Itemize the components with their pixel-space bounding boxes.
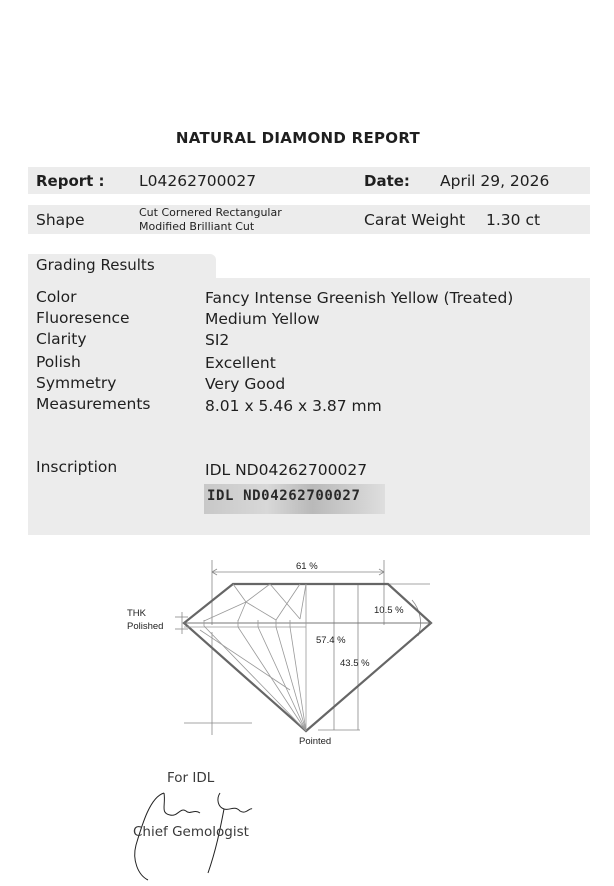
- chief-gemologist-label: Chief Gemologist: [133, 824, 249, 840]
- report-date: April 29, 2026: [440, 172, 550, 190]
- carat-weight-label: Carat Weight: [364, 211, 466, 229]
- girdle-finish-label: Polished: [127, 621, 164, 632]
- for-idl-label: For IDL: [167, 770, 215, 786]
- polish-label: Polish: [36, 353, 81, 371]
- inscription-value: IDL ND04262700027: [205, 461, 368, 479]
- crown-percentage: 10.5 %: [374, 605, 404, 616]
- pavilion-percentage: 43.5 %: [340, 658, 370, 669]
- inscription-label: Inscription: [36, 458, 118, 476]
- girdle-thickness-label: THK: [127, 608, 146, 619]
- color-label: Color: [36, 288, 77, 306]
- culet-label: Pointed: [299, 736, 332, 747]
- shape-value-line2: Modified Brilliant Cut: [139, 220, 255, 233]
- shape-label: Shape: [36, 211, 85, 229]
- grading-results-heading: Grading Results: [28, 254, 216, 279]
- carat-weight-value: 1.30 ct: [486, 211, 541, 229]
- measurements-value: 8.01 x 5.46 x 3.87 mm: [205, 397, 382, 415]
- inscription-laser-image: IDL ND04262700027: [204, 484, 385, 514]
- proportions-diagram: [0, 548, 614, 758]
- fluorescence-label: Fluoresence: [36, 309, 130, 327]
- symmetry-value: Very Good: [205, 375, 286, 393]
- shape-value-line1: Cut Cornered Rectangular: [139, 206, 282, 219]
- total-depth-percentage: 57.4 %: [316, 635, 346, 646]
- report-number-label: Report :: [36, 172, 105, 190]
- date-label: Date:: [364, 172, 410, 190]
- color-value: Fancy Intense Greenish Yellow (Treated): [205, 289, 514, 307]
- measurements-label: Measurements: [36, 395, 151, 413]
- table-percentage: 61 %: [296, 561, 318, 572]
- clarity-label: Clarity: [36, 330, 87, 348]
- report-title: NATURAL DIAMOND REPORT: [175, 129, 421, 147]
- polish-value: Excellent: [205, 354, 276, 372]
- report-number: L04262700027: [139, 172, 257, 190]
- symmetry-label: Symmetry: [36, 374, 117, 392]
- clarity-value: SI2: [205, 331, 230, 349]
- fluorescence-value: Medium Yellow: [205, 310, 320, 328]
